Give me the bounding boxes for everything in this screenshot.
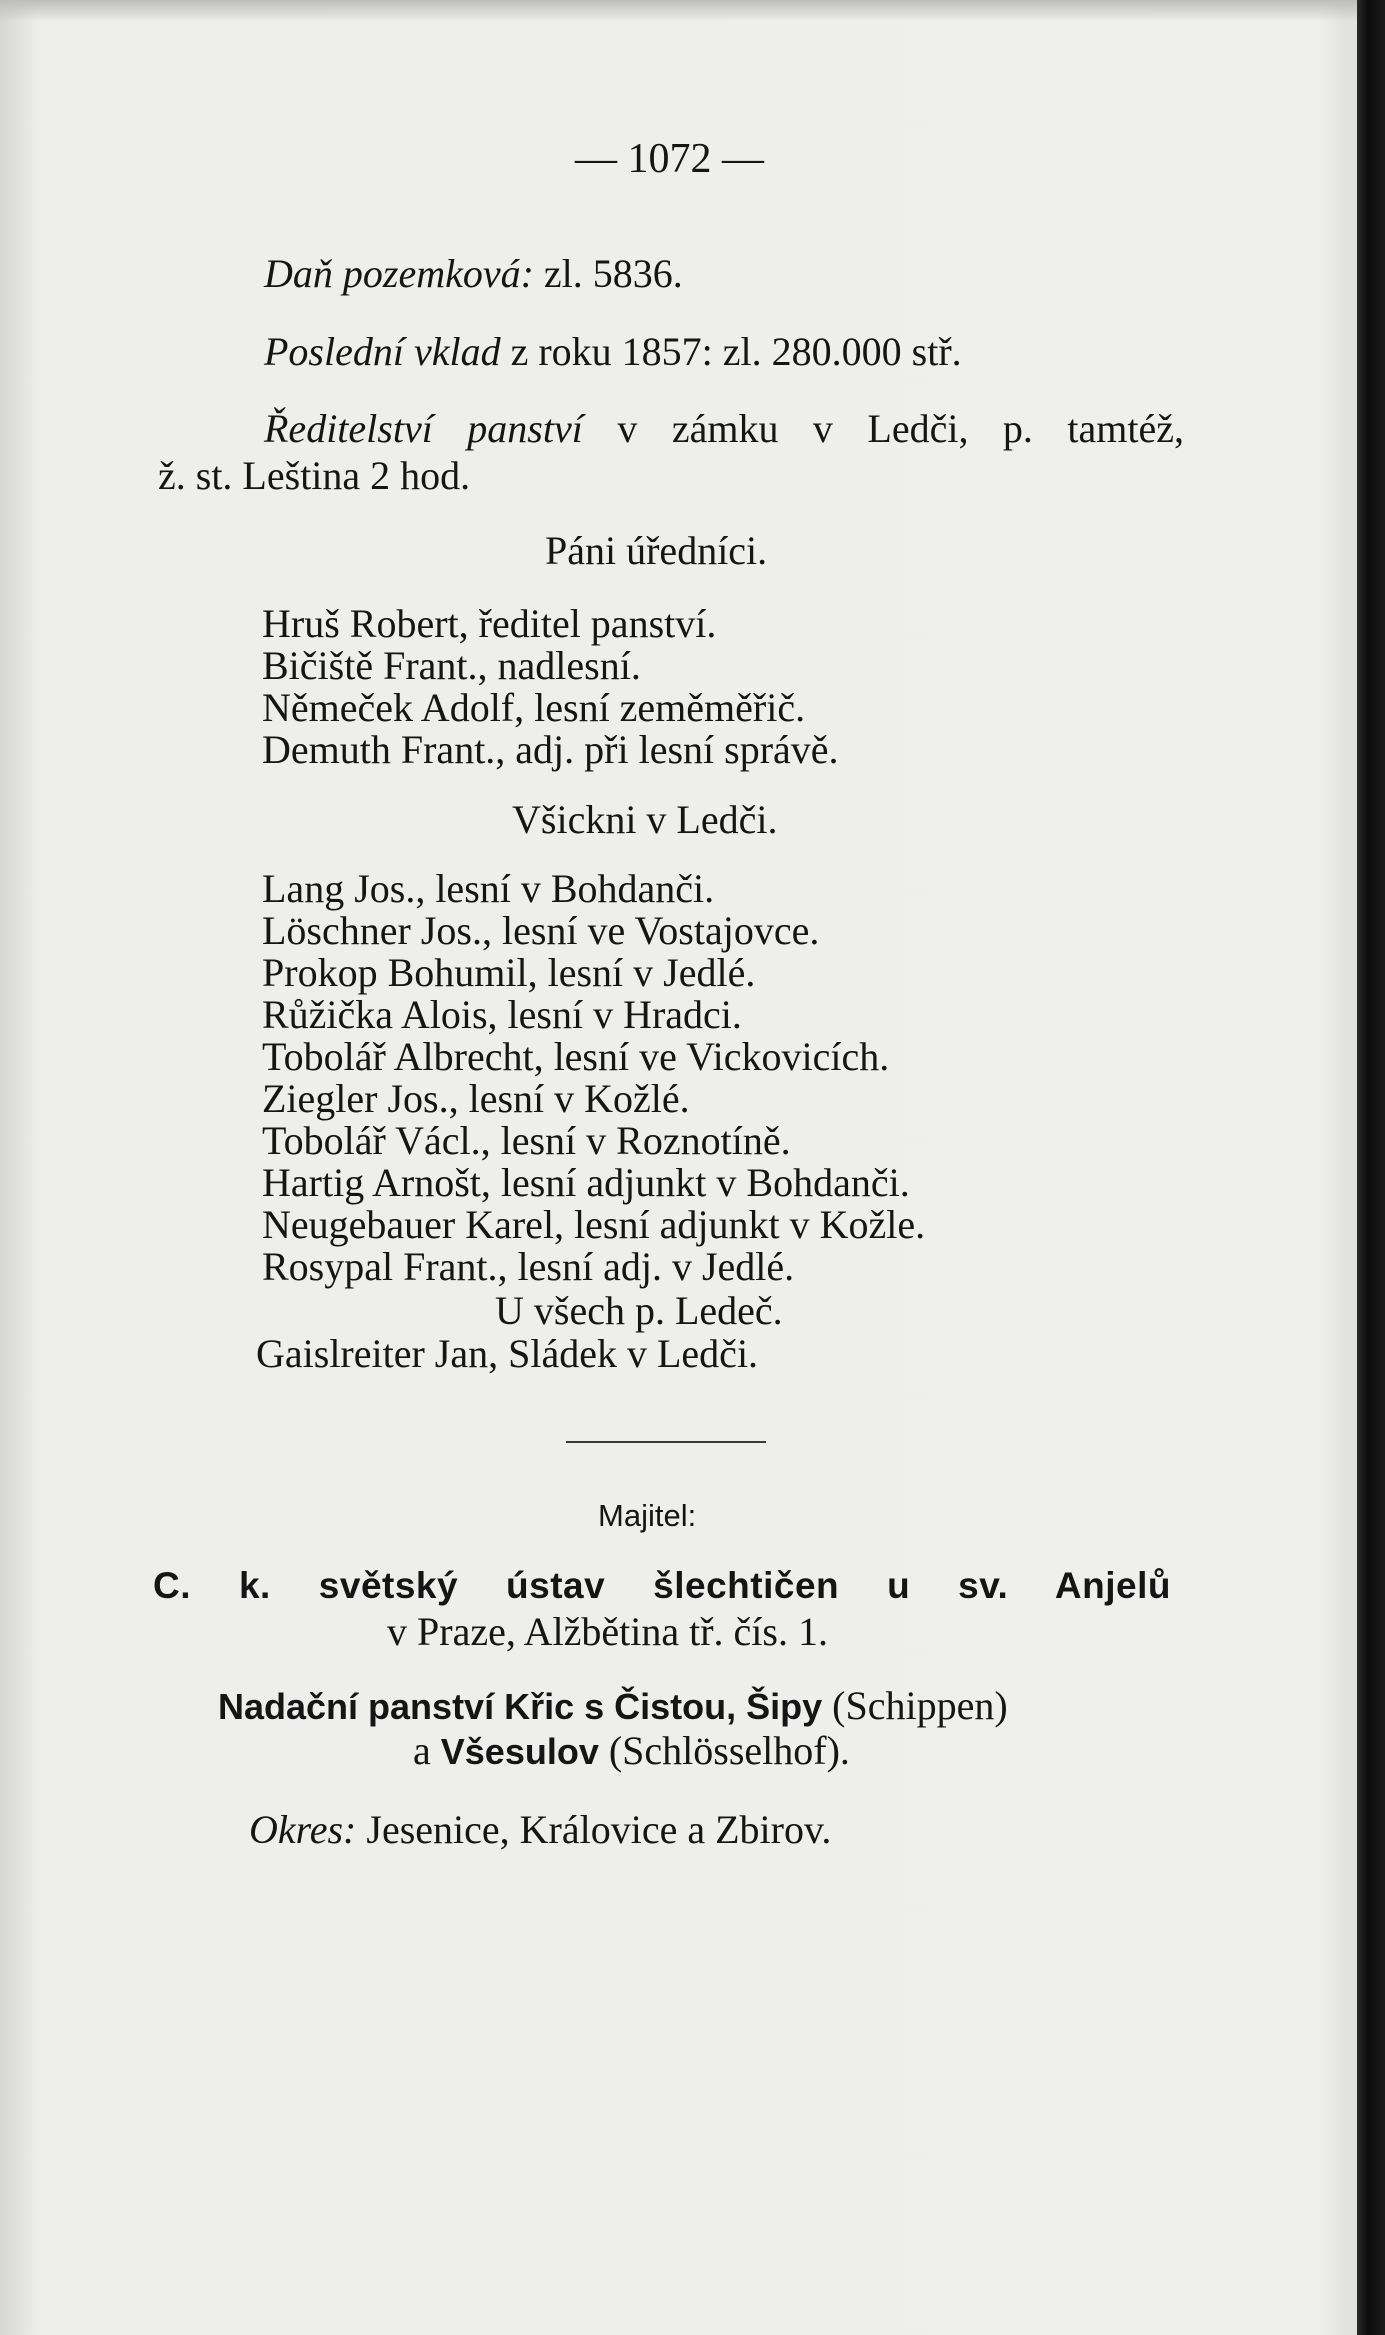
group-1-note: Všickni v Ledči. bbox=[512, 797, 778, 842]
official-entry: Demuth Frant., adj. při lesní správě. bbox=[262, 727, 839, 772]
estate-second-name: Všesulov bbox=[440, 1731, 599, 1772]
estate-name: Nadační panství Křic s Čistou, Šipy bbox=[218, 1686, 823, 1727]
official-entry: Neugebauer Karel, lesní adjunkt v Kožle. bbox=[262, 1202, 926, 1247]
land-tax-label: Daň pozemková: bbox=[264, 251, 534, 296]
owner-address: v Praze, Alžbětina tř. čís. 1. bbox=[387, 1609, 828, 1654]
estate-line-1 bbox=[218, 1682, 1008, 1731]
official-entry: Hartig Arnošt, lesní adjunkt v Bohdanči. bbox=[262, 1160, 910, 1205]
directorate-label: Ředitelství panství bbox=[264, 406, 583, 451]
last-deposit-line bbox=[264, 328, 962, 376]
official-entry: Tobolář Václ., lesní v Roznotíně. bbox=[262, 1118, 791, 1163]
district-value: Jesenice, Královice a Zbirov. bbox=[366, 1807, 832, 1852]
scan-top-edge bbox=[0, 0, 1385, 22]
estate-line-2 bbox=[413, 1727, 850, 1776]
group-2-note: U všech p. Ledeč. bbox=[495, 1288, 783, 1333]
brewer-entry: Gaislreiter Jan, Sládek v Ledči. bbox=[256, 1331, 759, 1376]
district-label: Okres: bbox=[249, 1807, 357, 1852]
district-line bbox=[249, 1806, 831, 1854]
owner-label: Majitel: bbox=[598, 1498, 697, 1533]
official-entry: Tobolář Albrecht, lesní ve Vickovicích. bbox=[262, 1034, 890, 1079]
land-tax-line bbox=[264, 250, 683, 298]
directorate-line bbox=[264, 405, 1184, 453]
official-entry: Ziegler Jos., lesní v Kožlé. bbox=[262, 1076, 690, 1121]
official-entry: Prokop Bohumil, lesní v Jedlé. bbox=[262, 950, 756, 995]
official-entry: Němeček Adolf, lesní zeměměřič. bbox=[262, 685, 806, 730]
estate-second-german-name: (Schlösselhof). bbox=[608, 1728, 850, 1773]
directorate-value: v zámku v Ledči, p. tamtéž, bbox=[617, 406, 1185, 451]
estate-german-name: (Schippen) bbox=[832, 1683, 1008, 1728]
officials-heading: Páni úředníci. bbox=[545, 528, 768, 573]
official-entry: Růžička Alois, lesní v Hradci. bbox=[262, 992, 742, 1037]
scan-right-edge bbox=[1357, 0, 1385, 2335]
official-entry: Löschner Jos., lesní ve Vostajovce. bbox=[262, 908, 820, 953]
estate-conjunction: a bbox=[413, 1728, 431, 1773]
section-divider bbox=[566, 1441, 766, 1443]
directorate-continuation: ž. st. Leština 2 hod. bbox=[158, 453, 471, 498]
official-entry: Rosypal Frant., lesní adj. v Jedlé. bbox=[262, 1244, 795, 1289]
official-entry: Bičiště Frant., nadlesní. bbox=[262, 643, 641, 688]
page-number: — 1072 — bbox=[575, 136, 764, 182]
last-deposit-value: z roku 1857: zl. 280.000 stř. bbox=[510, 329, 962, 374]
last-deposit-label: Poslední vklad bbox=[264, 329, 501, 374]
land-tax-value: zl. 5836. bbox=[543, 251, 683, 296]
official-entry: Lang Jos., lesní v Bohdanči. bbox=[262, 866, 715, 911]
owner-name: C. k. světský ústav šlechtičen u sv. Anjelů bbox=[153, 1565, 1171, 1606]
official-entry: Hruš Robert, ředitel panství. bbox=[262, 601, 717, 646]
